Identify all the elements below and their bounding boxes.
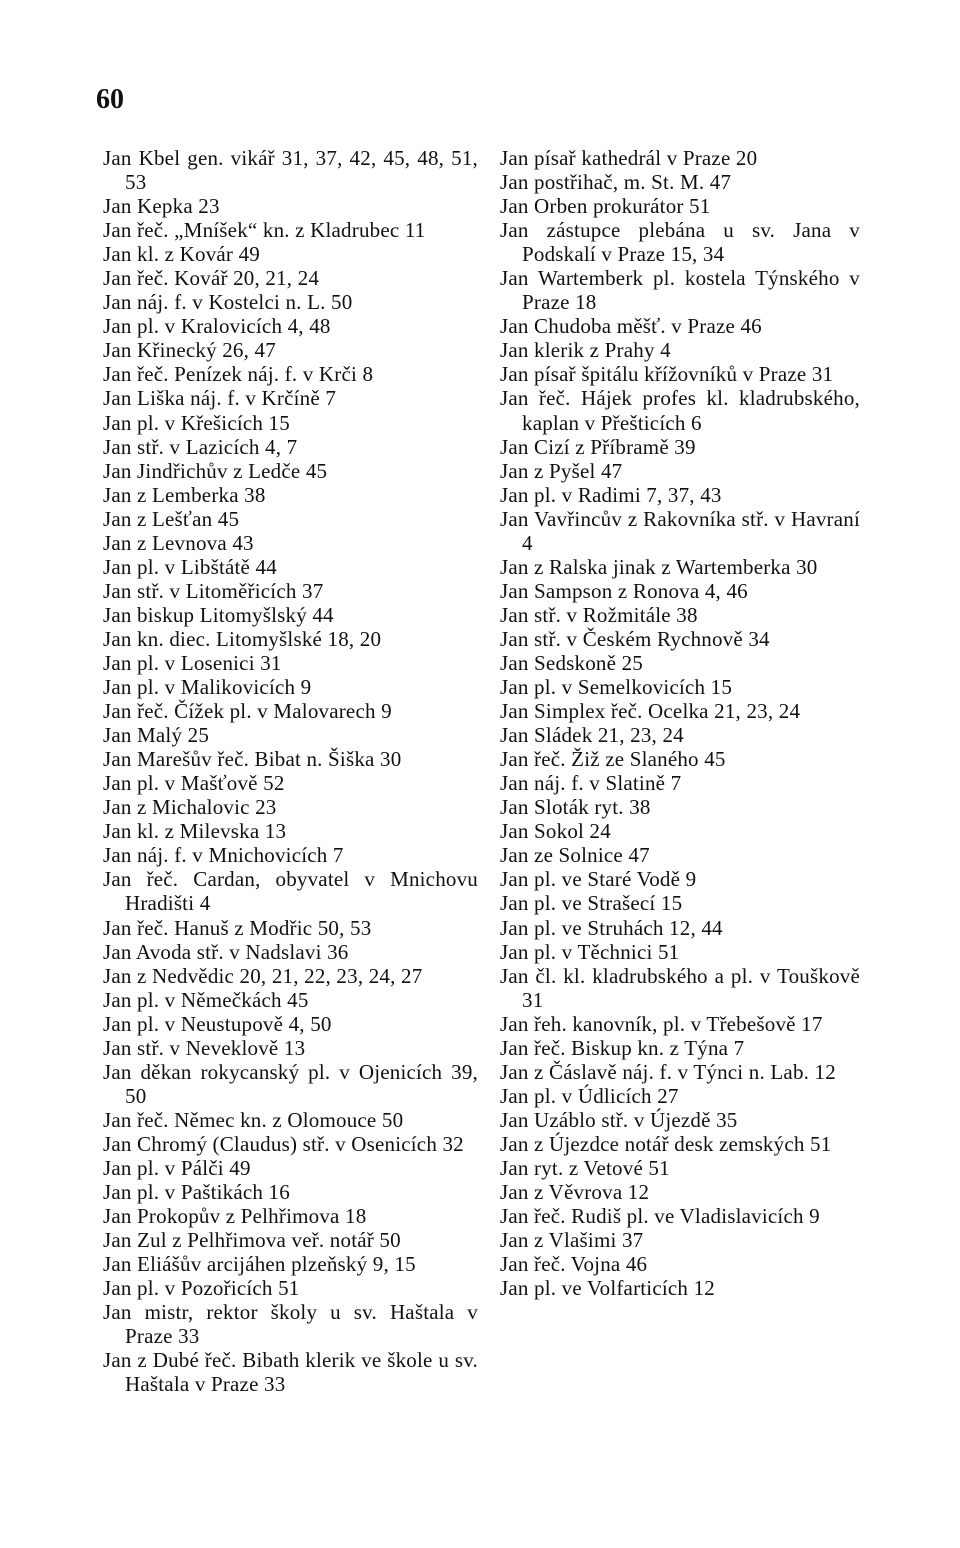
index-entry: Jan z Nedvědic 20, 21, 22, 23, 24, 27	[103, 963, 423, 988]
index-entry: Jan Sokol 24	[500, 819, 611, 844]
index-entry: Jan pl. v Libštátě 44	[103, 554, 277, 579]
index-entry: Jan pl. v Neustupově 4, 50	[103, 1011, 332, 1036]
index-entry: Jan z Vlašimi 37	[500, 1228, 644, 1253]
page-number: 60	[96, 84, 124, 115]
index-entry: Jan Uzáblo stř. v Újezdě 35	[500, 1107, 738, 1132]
index-entry: Jan pl. v Údlicích 27	[500, 1083, 679, 1108]
index-entry: Jan pl. v Radimi 7, 37, 43	[500, 482, 722, 507]
index-entry: Jan pl. v Semelkovicích 15	[500, 675, 733, 700]
index-entry: Jan Sampson z Ronova 4, 46	[500, 578, 748, 603]
index-entry: Jan z Levnova 43	[103, 530, 254, 555]
index-entry: Jan klerik z Prahy 4	[500, 338, 671, 363]
index-entry: Jan Křinecký 26, 47	[103, 338, 276, 363]
index-entry: Jan Kepka 23	[103, 194, 220, 219]
index-entry: Jan z Čáslavě náj. f. v Týnci n. Lab. 12	[500, 1059, 836, 1084]
index-entry: Jan písař špitálu křížovníků v Praze 31	[500, 362, 834, 387]
index-entry: Jan stř. v Neveklově 13	[103, 1035, 306, 1060]
index-entry: Jan kn. diec. Litomyšlské 18, 20	[103, 626, 382, 651]
index-entry: Jan Zul z Pelhřimova veř. notář 50	[103, 1228, 401, 1253]
index-entry: Jan řeč. Rudiš pl. ve Vladislavicích 9	[500, 1204, 820, 1229]
index-column-left	[103, 146, 478, 1396]
index-entry: Jan biskup Litomyšlský 44	[103, 602, 334, 627]
index-entry: Jan zástupce plebána u sv. Jana v Podskalí v Praze 15, 34	[500, 218, 860, 267]
index-entry: Jan pl. v Kralovicích 4, 48	[103, 314, 331, 339]
index-entry: Jan pl. ve Volfarticích 12	[500, 1276, 715, 1301]
index-entry: Jan stř. v Litoměřicích 37	[103, 578, 324, 603]
index-column-right	[500, 146, 860, 1300]
index-entry: Jan Chromý (Claudus) stř. v Osenicích 32	[103, 1131, 464, 1156]
index-entry: Jan pl. v Paštikách 16	[103, 1180, 290, 1205]
index-entry: Jan Cizí z Příbramě 39	[500, 434, 696, 459]
index-entry: Jan Eliášův arcijáhen plzeňský 9, 15	[103, 1252, 416, 1277]
index-entry: Jan Jindřichův z Ledče 45	[103, 458, 328, 483]
index-entry: Jan z Věvrova 12	[500, 1180, 650, 1205]
index-entry: Jan řeč. Hanuš z Modřic 50, 53	[103, 915, 372, 940]
index-entry: Jan z Dubé řeč. Bibath klerik ve škole u sv. Haštala v Praze 33	[103, 1348, 478, 1397]
index-entry: Jan Malý 25	[103, 723, 210, 748]
index-entry: Jan stř. v Lazicích 4, 7	[103, 434, 298, 459]
index-entry: Jan řeh. kanovník, pl. v Třebešově 17	[500, 1011, 823, 1036]
index-entry: Jan Sloták ryt. 38	[500, 795, 651, 820]
index-entry: Jan pl. v Křešicích 15	[103, 410, 290, 435]
index-entry: Jan ryt. z Vetové 51	[500, 1155, 670, 1180]
index-entry: Jan pl. ve Staré Vodě 9	[500, 867, 697, 892]
index-entry: Jan Simplex řeč. Ocelka 21, 23, 24	[500, 699, 801, 724]
index-entry: Jan pl. v Malikovicích 9	[103, 675, 312, 700]
index-entry: Jan pl. v Němečkách 45	[103, 987, 309, 1012]
index-entry: Jan řeč. Němec kn. z Olomouce 50	[103, 1107, 404, 1132]
index-entry: Jan pl. v Losenici 31	[103, 650, 282, 675]
index-entry: Jan z Michalovic 23	[103, 795, 277, 820]
index-entry: Jan postřihač, m. St. M. 47	[500, 170, 732, 195]
index-entry: Jan děkan rokycanský pl. v Ojenicích 39, 50	[103, 1059, 478, 1108]
index-entry: Jan pl. v Těchnici 51	[500, 939, 680, 964]
index-entry: Jan Orben prokurátor 51	[500, 194, 711, 219]
index-entry: Jan náj. f. v Kostelci n. L. 50	[103, 290, 353, 315]
index-entry: Jan řeč. Žiž ze Slaného 45	[500, 747, 726, 772]
index-entry: Jan řeč. „Mníšek“ kn. z Kladrubec 11	[103, 218, 426, 243]
index-entry: Jan řeč. Čížek pl. v Malovarech 9	[103, 699, 392, 724]
index-entry: Jan z Lemberka 38	[103, 482, 266, 507]
index-entry: Jan Sládek 21, 23, 24	[500, 723, 684, 748]
index-entry: Jan řeč. Penízek náj. f. v Krči 8	[103, 362, 374, 387]
index-entry: Jan řeč. Vojna 46	[500, 1252, 648, 1277]
index-entry: Jan z Újezdce notář desk zemských 51	[500, 1131, 832, 1156]
index-entry: Jan z Pyšel 47	[500, 458, 623, 483]
index-entry: Jan ze Solnice 47	[500, 843, 650, 868]
index-entry: Jan kl. z Kovár 49	[103, 242, 260, 267]
index-entry: Jan kl. z Milevska 13	[103, 819, 287, 844]
index-entry: Jan Marešův řeč. Bibat n. Šiška 30	[103, 747, 402, 772]
index-entry: Jan Chudoba měšť. v Praze 46	[500, 314, 762, 339]
index-entry: Jan pl. ve Strašecí 15	[500, 891, 683, 916]
index-entry: Jan stř. v Českém Rychnově 34	[500, 626, 770, 651]
index-entry: Jan Sedskoně 25	[500, 650, 643, 675]
index-entry: Jan pl. v Pálči 49	[103, 1155, 251, 1180]
index-entry: Jan řeč. Hájek profes kl. kladrubského, kaplan v Přešticích 6	[500, 386, 860, 435]
index-entry: Jan čl. kl. kladrubského a pl. v Touškově 31	[500, 963, 860, 1012]
index-entry: Jan pl. v Mašťově 52	[103, 771, 285, 796]
index-entry: Jan řeč. Biskup kn. z Týna 7	[500, 1035, 745, 1060]
index-entry: Jan Liška náj. f. v Krčíně 7	[103, 386, 337, 411]
index-entry: Jan z Ralska jinak z Wartemberka 30	[500, 554, 818, 579]
index-entry: Jan Prokopův z Pelhřimova 18	[103, 1204, 367, 1229]
index-entry: Jan řeč. Kovář 20, 21, 24	[103, 266, 320, 291]
index-entry: Jan pl. ve Struhách 12, 44	[500, 915, 723, 940]
index-entry: Jan řeč. Cardan, obyvatel v Mnichovu Hradišti 4	[103, 867, 478, 916]
index-entry: Jan Kbel gen. vikář 31, 37, 42, 45, 48, 51, 53	[103, 146, 478, 195]
index-entry: Jan písař kathedrál v Praze 20	[500, 146, 758, 170]
index-entry: Jan Vavřincův z Rakovníka stř. v Havraní 4	[500, 506, 860, 555]
index-entry: Jan z Lešťan 45	[103, 506, 240, 531]
index-entry: Jan Wartemberk pl. kostela Týnského v Praze 18	[500, 266, 860, 315]
index-entry: Jan mistr, rektor školy u sv. Haštala v Praze 33	[103, 1300, 478, 1349]
index-entry: Jan náj. f. v Mnichovicích 7	[103, 843, 344, 868]
index-entry: Jan Avoda stř. v Nadslavi 36	[103, 939, 349, 964]
index-entry: Jan stř. v Rožmitále 38	[500, 602, 698, 627]
index-entry: Jan pl. v Pozořicích 51	[103, 1276, 300, 1301]
index-entry: Jan náj. f. v Slatině 7	[500, 771, 682, 796]
